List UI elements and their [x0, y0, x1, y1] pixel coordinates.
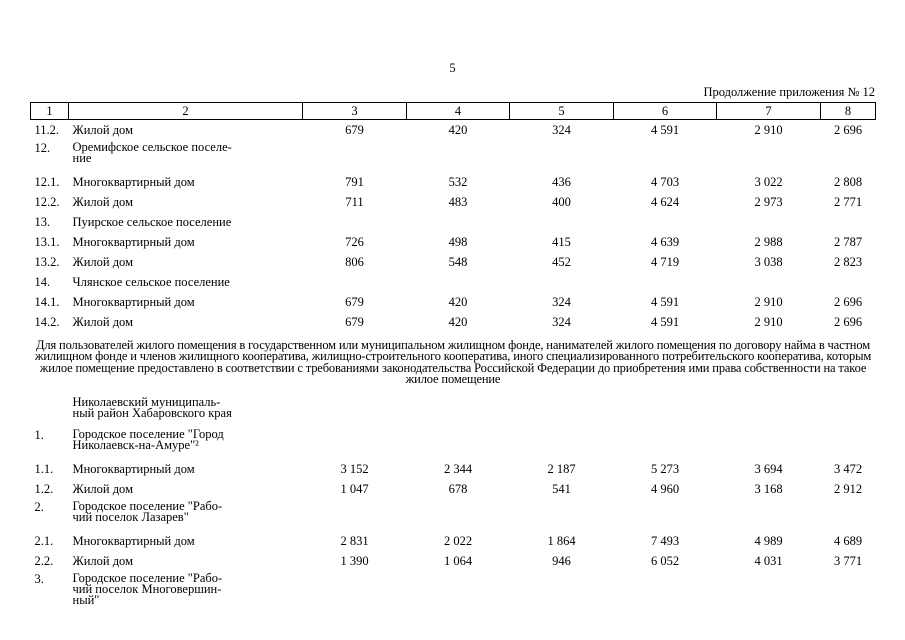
- table-row: [31, 272, 876, 292]
- column-number-7: 7: [717, 103, 821, 120]
- value-col-5: [510, 140, 614, 172]
- row-name-line: Многоквартирный дом: [72, 174, 195, 189]
- table-row: [31, 459, 876, 479]
- row-name-line: Пуирское сельское поселение: [72, 214, 232, 229]
- row-number: 12.2.: [34, 194, 60, 209]
- column-number-6: 6: [614, 103, 717, 120]
- value-col-5: [510, 272, 614, 292]
- value-col-3: [303, 499, 407, 531]
- value-col-6: 7 493: [650, 533, 680, 548]
- value-col-5: [510, 395, 614, 427]
- row-name-line: Городское поселение "Рабо-: [72, 570, 223, 585]
- value-col-7: 2 973: [754, 194, 783, 209]
- value-col-6: [614, 272, 717, 292]
- row-name-line: Городское поселение "Рабо-: [72, 498, 223, 513]
- value-col-5: 324: [552, 294, 571, 309]
- table-row: [31, 212, 876, 232]
- value-col-7: [717, 427, 821, 459]
- table-row: [31, 479, 876, 499]
- value-col-7: 2 910: [754, 294, 783, 309]
- section-paragraph-row: [31, 332, 876, 395]
- value-col-4: [407, 499, 510, 531]
- column-number-row: [31, 103, 876, 120]
- value-col-4: [407, 571, 510, 613]
- row-name: [69, 292, 303, 312]
- row-number: 1.2.: [34, 481, 54, 496]
- row-name-line: Жилой дом: [72, 254, 133, 269]
- value-col-5: 2 187: [547, 461, 576, 476]
- value-col-8: 2 912: [833, 481, 863, 496]
- value-col-6: 4 591: [650, 294, 680, 309]
- row-name-line: Многоквартирный дом: [72, 234, 195, 249]
- row-name: [69, 459, 303, 479]
- row-number: 2.1.: [34, 533, 54, 548]
- value-col-8: 2 771: [833, 194, 863, 209]
- value-col-4: 532: [448, 174, 468, 189]
- row-number: 14.2.: [34, 314, 60, 329]
- row-name-line: Жилой дом: [72, 123, 133, 137]
- value-col-8: [821, 140, 876, 172]
- row-number: 1.: [34, 427, 44, 442]
- table-row: [31, 427, 876, 459]
- row-number: 13.: [34, 214, 51, 229]
- value-col-6: 6 052: [650, 553, 680, 568]
- value-col-3: [303, 272, 407, 292]
- row-name-line: Николаевск-на-Амуре"²: [72, 437, 199, 452]
- value-col-6: [614, 571, 717, 613]
- row-name-line: Многоквартирный дом: [72, 461, 195, 476]
- table-row: [31, 292, 876, 312]
- row-name: [69, 140, 303, 172]
- table-row: [31, 531, 876, 551]
- table-row: [31, 232, 876, 252]
- value-col-4: [407, 427, 510, 459]
- row-name: [69, 172, 303, 192]
- row-number: 13.1.: [34, 234, 60, 249]
- value-col-3: [303, 212, 407, 232]
- section-paragraph: Для пользователей жилого помещения в государственном или муниципальном жилищном фонде, нанимателей жилого помещения по договору найма в частном жилищном фонде и членов жилищного кооператива, жилищно-строительного кооператива, иного специализированного потребительского кооператива, которым жилое помещение предоставлено в соответствии с требованиями законодательства Российской Федерации до приобретения ими права собственности на такое жилое помещение: [34, 337, 872, 386]
- table-body-top: [31, 120, 876, 332]
- value-col-7: 3 022: [754, 174, 783, 189]
- tariff-table: [30, 102, 876, 613]
- row-name-line: Оремифское сельское поселе-: [72, 139, 232, 154]
- row-name: [69, 499, 303, 531]
- page-number: 5: [449, 61, 456, 75]
- table-row: [31, 551, 876, 571]
- value-col-6: 4 639: [650, 234, 680, 249]
- value-col-4: 483: [448, 194, 468, 209]
- row-name-line: Жилой дом: [72, 314, 133, 329]
- row-name-line: ние: [72, 150, 92, 165]
- row-name-line: Жилой дом: [72, 553, 133, 568]
- table-row: [31, 395, 876, 427]
- value-col-4: 1 064: [443, 553, 473, 568]
- value-col-4: 678: [448, 481, 468, 496]
- value-col-5: 436: [552, 174, 571, 189]
- value-col-8: 2 808: [833, 174, 863, 189]
- column-number-5: 5: [510, 103, 614, 120]
- row-name-line: Члянское сельское поселение: [72, 274, 230, 289]
- row-name: [69, 192, 303, 212]
- row-name-line: чий поселок Многовершин-: [72, 581, 222, 596]
- value-col-4: [407, 395, 510, 427]
- value-col-5: 324: [552, 314, 571, 329]
- table-row: [31, 499, 876, 531]
- value-col-8: [821, 571, 876, 613]
- row-number: 2.2.: [34, 553, 54, 568]
- value-col-5: 324: [552, 123, 571, 137]
- value-col-8: 4 689: [833, 533, 863, 548]
- row-name-line: Городское поселение "Город: [72, 426, 224, 441]
- row-name: [69, 395, 303, 427]
- value-col-6: [614, 427, 717, 459]
- value-col-3: 1 390: [340, 553, 369, 568]
- value-col-8: 2 787: [833, 234, 863, 249]
- row-number: 12.1.: [34, 174, 60, 189]
- table-row: [31, 192, 876, 212]
- row-name: [69, 252, 303, 272]
- row-number: 1.1.: [34, 461, 54, 476]
- value-col-6: [614, 499, 717, 531]
- value-col-4: [407, 140, 510, 172]
- value-col-4: 498: [448, 234, 468, 249]
- value-col-7: 3 168: [754, 481, 783, 496]
- value-col-6: 4 960: [650, 481, 680, 496]
- value-col-3: 679: [345, 314, 364, 329]
- row-name: [69, 272, 303, 292]
- column-number-3: 3: [303, 103, 407, 120]
- row-number: 2.: [34, 499, 44, 514]
- value-col-4: 420: [448, 314, 468, 329]
- value-col-7: [717, 395, 821, 427]
- value-col-6: [614, 395, 717, 427]
- value-col-5: [510, 499, 614, 531]
- table-row: [31, 172, 876, 192]
- table-row: [31, 571, 876, 613]
- value-col-3: 2 831: [340, 533, 369, 548]
- value-col-3: [303, 140, 407, 172]
- value-col-3: [303, 571, 407, 613]
- row-name: [69, 571, 303, 613]
- row-name: [69, 551, 303, 571]
- value-col-5: 541: [552, 481, 571, 496]
- value-col-7: 3 038: [754, 254, 783, 269]
- row-name-line: Николаевский муниципаль-: [72, 394, 221, 409]
- row-name: [69, 212, 303, 232]
- value-col-5: 415: [552, 234, 571, 249]
- value-col-8: [821, 212, 876, 232]
- value-col-6: 4 719: [650, 254, 680, 269]
- value-col-5: 1 864: [547, 533, 576, 548]
- row-name: [69, 232, 303, 252]
- value-col-4: 420: [448, 294, 468, 309]
- value-col-5: 452: [552, 254, 571, 269]
- value-col-8: [821, 272, 876, 292]
- row-name-line: Жилой дом: [72, 481, 133, 496]
- table-row: [31, 120, 876, 140]
- value-col-3: 726: [345, 234, 364, 249]
- row-name-line: Многоквартирный дом: [72, 294, 195, 309]
- value-col-8: [821, 499, 876, 531]
- value-col-6: [614, 212, 717, 232]
- column-number-2: 2: [69, 103, 303, 120]
- table-row: [31, 312, 876, 332]
- value-col-8: 2 823: [833, 254, 863, 269]
- value-col-7: 2 910: [754, 314, 783, 329]
- value-col-3: [303, 395, 407, 427]
- value-col-5: [510, 571, 614, 613]
- column-number-4: 4: [407, 103, 510, 120]
- value-col-7: 3 694: [754, 461, 783, 476]
- table-body-bottom: [31, 395, 876, 613]
- value-col-8: [821, 427, 876, 459]
- column-number-1: 1: [31, 103, 69, 120]
- value-col-8: 2 696: [833, 294, 863, 309]
- row-name: [69, 479, 303, 499]
- table-row: [31, 140, 876, 172]
- value-col-8: 2 696: [833, 123, 863, 137]
- value-col-4: 2 022: [443, 533, 473, 548]
- value-col-8: 2 696: [833, 314, 863, 329]
- value-col-5: 400: [552, 194, 571, 209]
- value-col-7: 4 031: [754, 553, 783, 568]
- value-col-3: 3 152: [340, 461, 369, 476]
- table-row: [31, 252, 876, 272]
- value-col-6: [614, 140, 717, 172]
- row-number: 13.2.: [34, 254, 60, 269]
- value-col-5: 946: [552, 553, 571, 568]
- row-name-line: ный район Хабаровского края: [72, 405, 232, 420]
- row-number: 3.: [34, 571, 44, 586]
- row-name-line: чий поселок Лазарев": [72, 509, 189, 524]
- value-col-7: [717, 499, 821, 531]
- row-name: [69, 120, 303, 140]
- value-col-7: [717, 212, 821, 232]
- value-col-3: [303, 427, 407, 459]
- value-col-6: 4 591: [650, 314, 680, 329]
- row-number: 14.1.: [34, 294, 60, 309]
- value-col-3: 679: [345, 294, 364, 309]
- row-number: 12.: [34, 140, 51, 155]
- row-name-line: ный": [72, 592, 100, 607]
- value-col-8: 3 472: [833, 461, 863, 476]
- value-col-8: 3 771: [833, 553, 863, 568]
- value-col-7: 2 910: [754, 123, 783, 137]
- value-col-4: [407, 272, 510, 292]
- value-col-5: [510, 427, 614, 459]
- value-col-8: [821, 395, 876, 427]
- value-col-6: 4 624: [650, 194, 680, 209]
- value-col-7: [717, 140, 821, 172]
- value-col-4: 2 344: [443, 461, 473, 476]
- row-name-line: Многоквартирный дом: [72, 533, 195, 548]
- value-col-6: 4 703: [650, 174, 680, 189]
- value-col-6: 5 273: [650, 461, 680, 476]
- value-col-3: 806: [345, 254, 364, 269]
- value-col-3: 711: [345, 194, 364, 209]
- appendix-caption: Продолжение приложения № 12: [703, 85, 875, 99]
- value-col-6: 4 591: [650, 123, 680, 137]
- row-name-line: Жилой дом: [72, 194, 133, 209]
- value-col-3: 679: [345, 123, 364, 137]
- row-name: [69, 531, 303, 551]
- value-col-4: 420: [448, 123, 468, 137]
- value-col-7: [717, 272, 821, 292]
- value-col-4: 548: [448, 254, 468, 269]
- value-col-7: [717, 571, 821, 613]
- value-col-5: [510, 212, 614, 232]
- row-number: 11.2.: [34, 123, 60, 137]
- column-number-8: 8: [821, 103, 876, 120]
- value-col-7: 2 988: [754, 234, 783, 249]
- row-number: 14.: [34, 274, 51, 289]
- row-name: [69, 312, 303, 332]
- row-name: [69, 427, 303, 459]
- value-col-3: 1 047: [340, 481, 369, 496]
- value-col-4: [407, 212, 510, 232]
- value-col-3: 791: [345, 174, 364, 189]
- value-col-7: 4 989: [754, 533, 783, 548]
